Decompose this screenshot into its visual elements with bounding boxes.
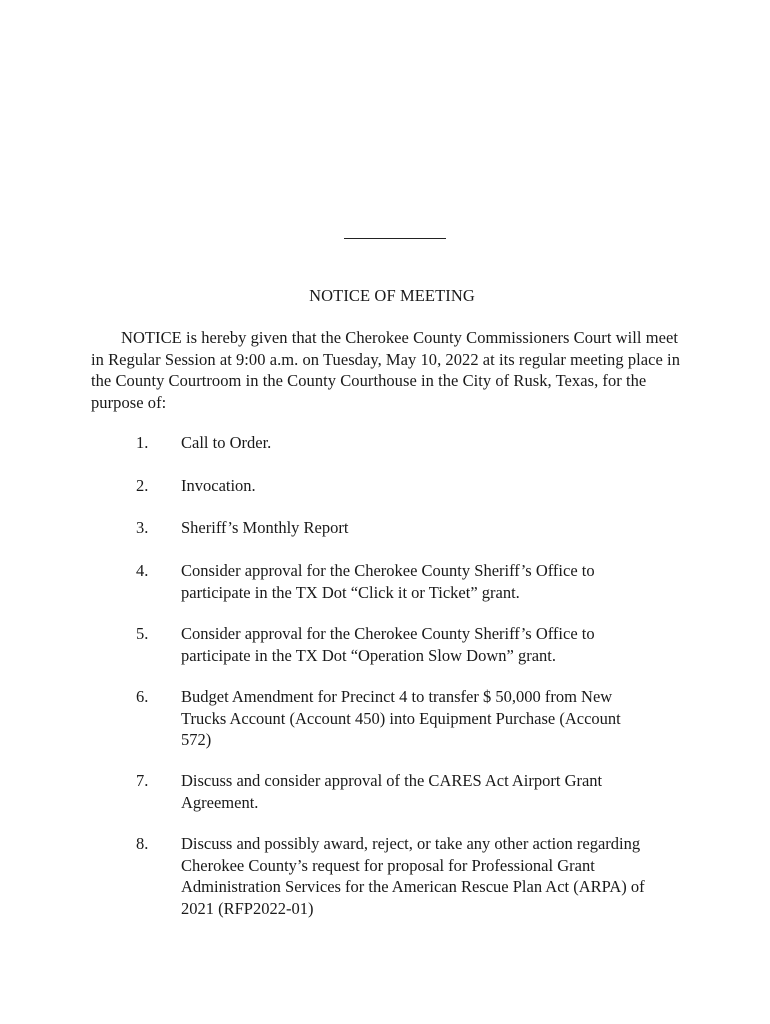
agenda-item-number: 8.	[136, 834, 149, 853]
agenda-item-text	[181, 517, 686, 539]
agenda-item-line: Invocation.	[181, 476, 256, 495]
agenda-item-number: 7.	[136, 771, 149, 790]
notice-paragraph: NOTICE is hereby given that the Cherokee County Commissioners Court will meet in Regular Session at 9:00 a.m. on Tuesday, May 10, 2022 at its regular meeting place in the County Courtroom in the County Courthouse in the City of Rusk, Texas, for the purpose of:	[91, 328, 680, 412]
agenda-item-number: 5.	[136, 624, 149, 643]
agenda-item-text	[181, 560, 686, 603]
agenda-item-line: Agreement.	[181, 792, 259, 812]
agenda-item-text	[181, 833, 686, 919]
agenda-item-line: Discuss and consider approval of the CARES Act Airport Grant	[181, 771, 603, 790]
agenda-item-number: 1.	[136, 433, 149, 452]
agenda-item-line: Consider approval for the Cherokee County Sheriff’s Office to	[181, 624, 595, 643]
agenda-item-text	[181, 770, 686, 813]
agenda-item-text	[181, 475, 686, 497]
agenda-item-line: Sheriff’s Monthly Report	[181, 518, 349, 537]
agenda-item-number: 3.	[136, 518, 149, 537]
agenda-item-number: 4.	[136, 561, 149, 580]
agenda-item-line: participate in the TX Dot “Operation Slow Down” grant.	[181, 645, 556, 665]
agenda-item-text	[181, 686, 686, 751]
agenda-item-number: 6.	[136, 687, 149, 706]
agenda-item-text	[181, 432, 686, 454]
agenda-item-line: Trucks Account (Account 450) into Equipment Purchase (Account	[181, 708, 621, 728]
agenda-item-number: 2.	[136, 476, 149, 495]
agenda-item-line: Administration Services for the American Rescue Plan Act (ARPA) of	[181, 877, 645, 896]
agenda-item-line: Discuss and possibly award, reject, or take any other action regarding	[181, 834, 641, 853]
agenda-item-line: Budget Amendment for Precinct 4 to transfer $ 50,000 from New	[181, 687, 613, 706]
agenda-item-line: 2021 (RFP2022-01)	[181, 898, 314, 918]
agenda-item-line: Consider approval for the Cherokee County Sheriff’s Office to	[181, 561, 595, 580]
agenda-item-line: participate in the TX Dot “Click it or Ticket” grant.	[181, 582, 520, 602]
agenda-item-text	[181, 623, 686, 666]
agenda-item-line: Call to Order.	[181, 433, 272, 452]
agenda-item-line: 572)	[181, 730, 212, 749]
agenda-item-line: Cherokee County’s request for proposal for Professional Grant	[181, 855, 595, 875]
document-title: NOTICE OF MEETING	[309, 286, 475, 305]
